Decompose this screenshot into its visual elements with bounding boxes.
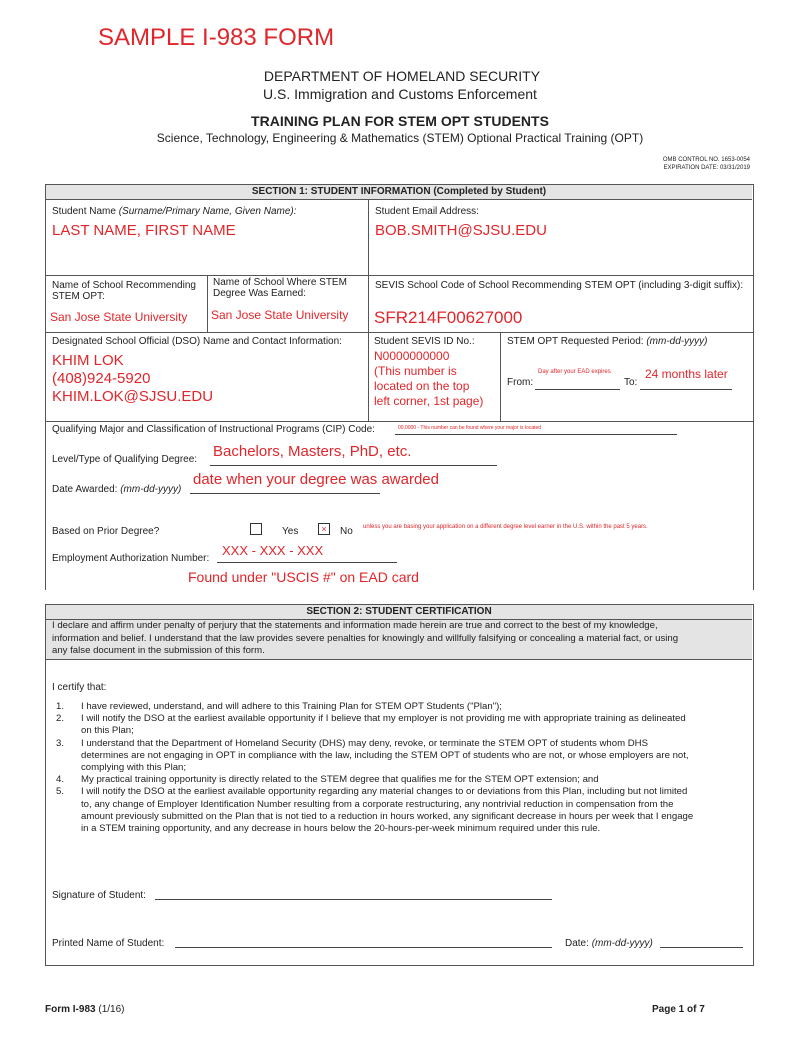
date-awarded-hint: (mm-dd-yyyy) (120, 484, 182, 495)
item-text: I will notify the DSO at the earliest available opportunity regarding any material changes to or deviations from this Plan, including but not limited (81, 786, 688, 798)
dso-label: Designated School Official (DSO) Name and Contact Information: (52, 336, 342, 347)
student-name-hint: (Surname/Primary Name, Given Name): (118, 206, 297, 217)
email-field[interactable]: BOB.SMITH@SJSU.EDU (375, 222, 547, 239)
printed-name-field[interactable] (175, 947, 552, 948)
form-subtitle: Science, Technology, Engineering & Mathematics (STEM) Optional Practical Training (OPT) (156, 131, 644, 145)
ead-field[interactable]: XXX - XXX - XXX (222, 543, 324, 558)
declaration-line: I declare and affirm under penalty of perjury that the statements and information made herein are true and correct to the best of my knowledge, (52, 620, 658, 631)
declaration (46, 620, 752, 660)
cip-field[interactable]: 00.0000 - This number can be found where your major is located (398, 425, 542, 431)
form-revision: (1/16) (98, 1004, 125, 1015)
item-number: 4. (56, 774, 65, 786)
item-text: to, any change of Employer Identification Number resulting from a corporate restructuring, any nontrivial reduction in compensation from the (81, 798, 674, 810)
declaration-line: information and belief. I understand that the law provides severe penalties for knowingly and willfully falsifying or concealing a material fact, or using (52, 632, 679, 644)
printed-name-label: Printed Name of Student: (52, 938, 165, 949)
no-checkbox[interactable]: × (318, 523, 330, 535)
period-label: STEM OPT Requested Period: (507, 336, 644, 347)
item-text: I have reviewed, understand, and will adhere to this Training Plan for STEM OPT Students ("Plan"); (81, 701, 502, 712)
from-field[interactable]: Day after your EAD expires (538, 369, 611, 375)
list-item (56, 701, 693, 713)
dso-phone: (408)924-5920 (52, 370, 151, 387)
item-text: I will notify the DSO at the earliest available opportunity if I believe that my employer is not providing me with appropriate training as delineated (81, 713, 686, 725)
list-item (56, 713, 693, 737)
sevis-id-field[interactable] (374, 349, 483, 409)
agency: U.S. Immigration and Customs Enforcement (263, 86, 537, 102)
dso-name: KHIM LOK (52, 352, 124, 369)
level-field[interactable]: Bachelors, Masters, PhD, etc. (213, 443, 412, 460)
department: DEPARTMENT OF HOMELAND SECURITY (263, 68, 541, 84)
sevis-id-note: (This number is (374, 364, 457, 378)
period-hint: (mm-dd-yyyy) (646, 336, 708, 347)
school-earned-field[interactable]: San Jose State University (211, 308, 349, 322)
item-text: amount previously submitted on the Plan that is not tied to a reduction in hours worked, any significant decrease in hours per week that I engage (81, 810, 694, 822)
sevis-code-field[interactable]: SFR214F00627000 (374, 308, 523, 327)
declaration-line: any false document in the submission of this form. (52, 645, 265, 656)
sample-title: SAMPLE I-983 FORM (98, 24, 335, 51)
item-text: I understand that the Department of Homeland Security (DHS) may deny, revoke, or terminate the STEM OPT of students whom DHS (81, 737, 648, 749)
sevis-id: N0000000000 (374, 349, 450, 363)
email-label: Student Email Address: (375, 206, 479, 217)
form-number: Form I-983 (45, 1004, 96, 1015)
sevis-id-note: left corner, 1st page) (374, 394, 484, 408)
school-recommending-label: Name of School Recommending STEM OPT: (52, 280, 196, 302)
item-text: complying with this Plan; (81, 762, 187, 774)
sign-date-label: Date: (565, 938, 589, 949)
omb-control: OMB CONTROL NO. 1653-0054 (662, 157, 750, 163)
ead-note: Found under "USCIS #" on EAD card (188, 569, 419, 585)
item-number: 3. (56, 737, 65, 749)
date-awarded-field[interactable]: date when your degree was awarded (193, 471, 439, 488)
sign-date-hint: (mm-dd-yyyy) (591, 938, 653, 949)
no-label: No (340, 526, 353, 537)
item-number: 2. (56, 713, 65, 725)
form-title: TRAINING PLAN FOR STEM OPT STUDENTS (251, 113, 549, 129)
sevis-code-label: SEVIS School Code of School Recommending STEM OPT (including 3-digit suffix): (375, 280, 744, 291)
sign-date-field[interactable] (660, 947, 743, 948)
list-item (56, 774, 693, 786)
student-name-label: Student Name (52, 206, 116, 217)
certification-list (56, 701, 693, 835)
list-item (56, 738, 693, 775)
expiration-date: EXPIRATION DATE: 03/31/2019 (663, 165, 750, 171)
school-recommending-field[interactable]: San Jose State University (50, 310, 188, 324)
to-field[interactable]: 24 months later (645, 367, 728, 381)
dso-contact-field[interactable] (52, 352, 213, 406)
from-label: From: (507, 377, 534, 388)
certify-label: I certify that: (52, 682, 107, 693)
item-number: 1. (56, 701, 65, 712)
to-label: To: (624, 377, 638, 388)
yes-checkbox[interactable] (250, 523, 262, 535)
cip-label: Qualifying Major and Classification of Instructional Programs (CIP) Code: (52, 424, 375, 435)
sevis-id-note: located on the top (374, 379, 470, 393)
section-2-header: SECTION 2: STUDENT CERTIFICATION (46, 605, 752, 620)
prior-degree-label: Based on Prior Degree? (52, 526, 160, 537)
yes-label: Yes (282, 526, 299, 537)
date-awarded-label: Date Awarded: (52, 484, 118, 495)
item-text: on this Plan; (81, 725, 134, 737)
ead-label: Employment Authorization Number: (52, 553, 210, 564)
item-text: determines are not engaging in OPT in compliance with the law, including the STEM OPT of students who are not, or whose employers are not, (81, 749, 689, 761)
signature-field[interactable] (155, 899, 552, 900)
list-item (56, 786, 693, 835)
level-label: Level/Type of Qualifying Degree: (52, 454, 198, 465)
dso-email: KHIM.LOK@SJSU.EDU (52, 388, 214, 405)
item-text: in a STEM training opportunity, and any decrease in hours below the 20-hours-per-week minimum required under this rule. (81, 823, 601, 835)
school-earned-label: Name of School Where STEM Degree Was Earned: (213, 277, 347, 299)
item-text: My practical training opportunity is directly related to the STEM degree that qualifies me for the STEM OPT extension; and (81, 774, 599, 786)
item-number: 5. (56, 786, 65, 798)
page-number: Page 1 of 7 (652, 1004, 705, 1015)
sevis-id-label: Student SEVIS ID No.: (374, 336, 475, 347)
student-name-field[interactable]: LAST NAME, FIRST NAME (52, 222, 236, 239)
signature-label: Signature of Student: (52, 890, 146, 901)
section-1-header: SECTION 1: STUDENT INFORMATION (Completed by Student) (46, 185, 752, 200)
prior-degree-note: unless you are basing your application on a different degree level earner in the U.S. within the past 5 years. (363, 524, 648, 530)
